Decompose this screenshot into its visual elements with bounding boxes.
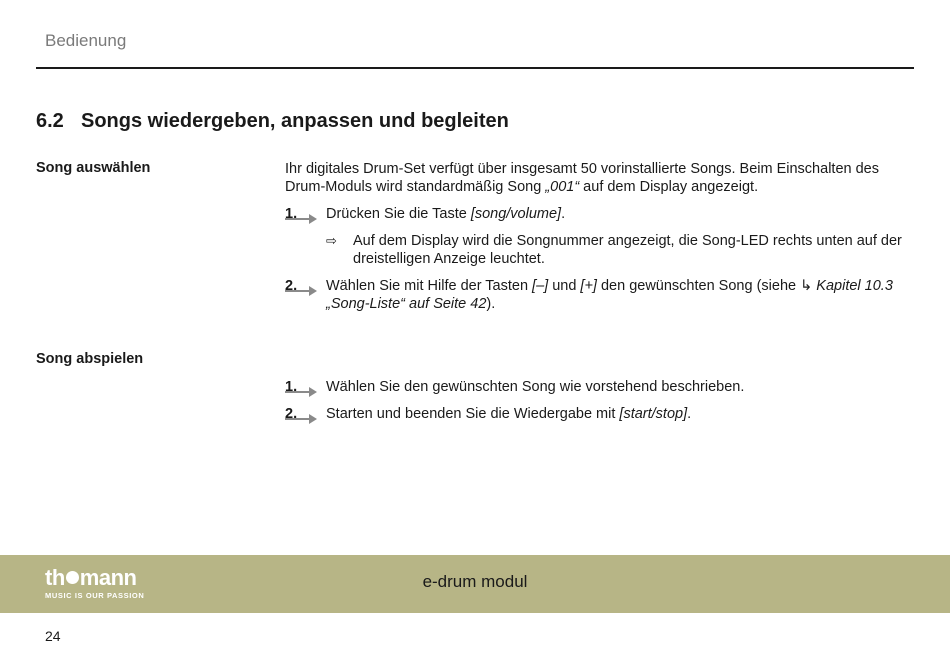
- step-marker: [285, 378, 319, 398]
- section-title-text: Songs wiedergeben, anpassen und begleiten: [81, 110, 509, 132]
- step-arrow-icon: [285, 213, 319, 225]
- heading-song-play: Song abspielen: [36, 351, 144, 367]
- cross-reference-icon: ↳: [800, 278, 813, 294]
- footer-band: [0, 555, 950, 613]
- header-rule: [36, 67, 914, 69]
- key-minus: [–]: [532, 278, 549, 294]
- key-song-volume: [song/volume]: [470, 206, 562, 222]
- intro-text-a: Ihr digitales Drum-Set verfügt über insgesamt 50 vorinstallierte Songs. Beim Einschalten des Drum-Moduls wird standardmäßig Song: [285, 161, 879, 195]
- intro-song-code: „001“: [545, 179, 580, 195]
- section-title: [36, 110, 509, 133]
- step-text: Starten und beenden Sie die Wiedergabe mit [start/stop].: [326, 406, 692, 422]
- key-start-stop: [start/stop]: [619, 406, 688, 422]
- cross-reference-link[interactable]: Kapitel 10.3 „Song-Liste“ auf Seite 42: [326, 278, 893, 312]
- logo-wordmark: th mann: [45, 565, 137, 590]
- step-number: 2.: [285, 406, 298, 422]
- step-text: Wählen Sie mit Hilfe der Tasten [–] und [+] den gewünschten Song (siehe ↳ Kapitel 10.3 „Song-Liste“ auf Seite 42).: [326, 278, 893, 312]
- step-number: 1.: [285, 379, 298, 395]
- intro-paragraph: [285, 160, 910, 196]
- step-text: Drücken Sie die Taste [song/volume].: [326, 206, 566, 222]
- step-marker: [285, 405, 319, 425]
- play-step-2: [285, 405, 910, 423]
- key-plus: [+]: [580, 278, 597, 294]
- step-arrow-icon: [285, 285, 319, 297]
- step-marker: [285, 205, 319, 225]
- step-number: 1.: [285, 206, 298, 222]
- page-number: 24: [45, 628, 61, 644]
- step-number: 2.: [285, 278, 298, 294]
- section-number: 6.2: [36, 110, 64, 132]
- step-text: Wählen Sie den gewünschten Song wie vorstehend beschrieben.: [326, 379, 745, 395]
- result-arrow-icon: ⇨: [326, 233, 337, 248]
- logo-tagline: MUSIC IS OUR PASSION: [45, 591, 145, 600]
- play-step-1: [285, 378, 910, 396]
- intro-text-b: auf dem Display angezeigt.: [579, 179, 759, 195]
- running-header: Bedienung: [45, 31, 127, 50]
- select-step-1: [285, 205, 910, 223]
- heading-song-select: Song auswählen: [36, 160, 151, 176]
- step-arrow-icon: [285, 413, 319, 425]
- select-step-2: [285, 277, 910, 313]
- step-marker: [285, 277, 319, 297]
- select-result-1: [326, 232, 910, 268]
- result-text: Auf dem Display wird die Songnummer angezeigt, die Song-LED rechts unten auf der dreistelligen Anzeige leuchtet.: [353, 233, 902, 267]
- step-arrow-icon: [285, 386, 319, 398]
- product-name: e-drum modul: [422, 572, 528, 591]
